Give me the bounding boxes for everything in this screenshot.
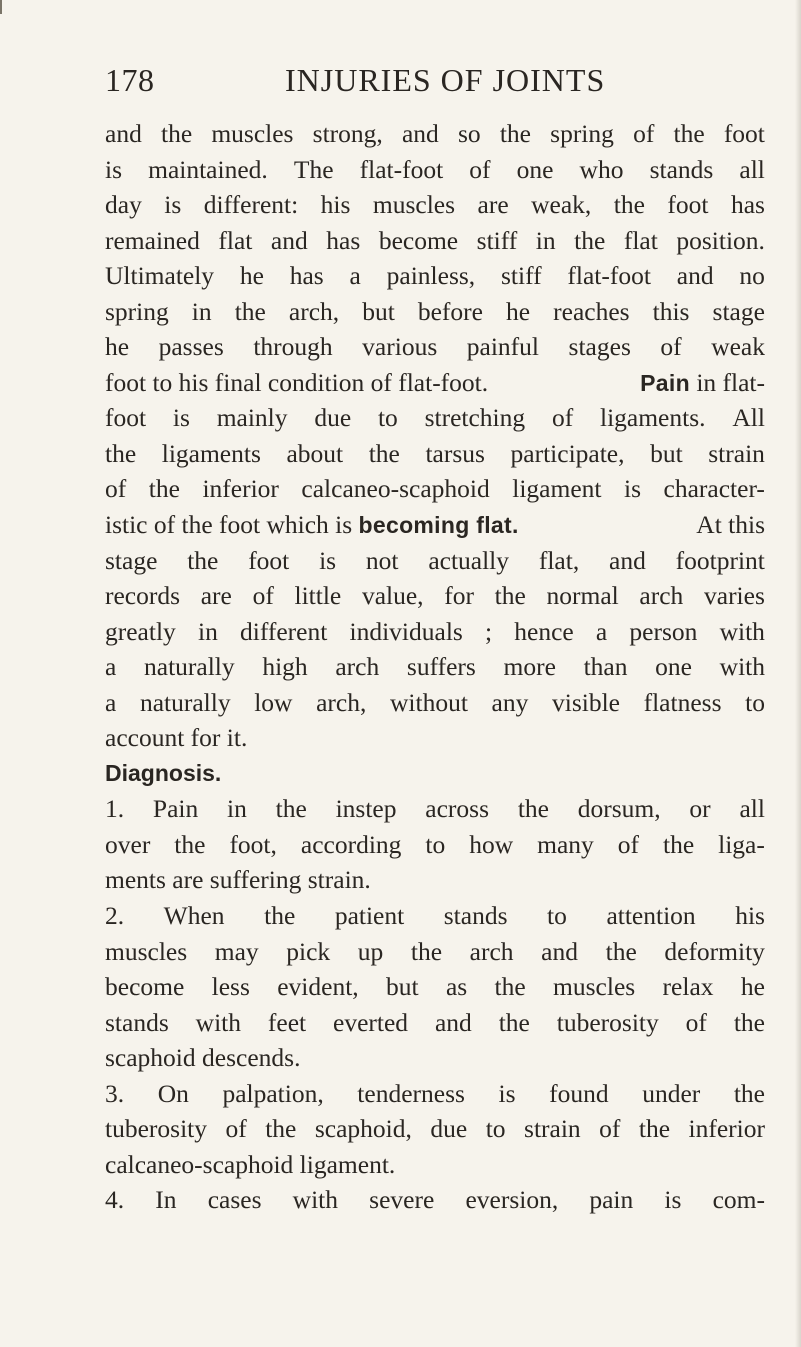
word: stiff (476, 225, 518, 255)
word: All (732, 403, 765, 433)
word: arch (639, 581, 684, 611)
word: tenderness (357, 1078, 465, 1108)
text-line (105, 507, 765, 543)
word: eversion, (465, 1185, 559, 1215)
word: arch (335, 652, 380, 682)
text-line (105, 862, 765, 898)
word: before (417, 296, 483, 326)
word: pain (589, 1185, 634, 1215)
word: muscles (211, 119, 294, 148)
word: flat (218, 225, 253, 255)
word: are (477, 190, 509, 220)
word: less (211, 972, 250, 1002)
word: the (673, 119, 705, 148)
word: without (389, 687, 468, 717)
word: various (362, 332, 438, 362)
word: stretching (424, 403, 526, 433)
word: the (494, 972, 526, 1002)
page-header (105, 62, 705, 102)
word: the (265, 1114, 297, 1144)
word: ligaments. (599, 403, 706, 433)
word: records (105, 581, 181, 611)
word: reaches (553, 296, 630, 326)
word: painless, (386, 261, 476, 291)
word: cases (207, 1185, 262, 1215)
word: in (191, 296, 212, 326)
text-line (105, 543, 765, 579)
word: he (105, 332, 130, 362)
word: patient (334, 901, 405, 931)
word: high (262, 652, 308, 682)
word: calcaneo-scaphoid (301, 474, 490, 504)
word: flat (623, 225, 658, 255)
word: naturally (139, 687, 231, 717)
word: remained (105, 225, 200, 255)
word: the (264, 901, 296, 931)
word: strain (524, 1114, 581, 1144)
word: instep (335, 794, 397, 824)
word: are (200, 581, 232, 611)
word: of (252, 581, 274, 611)
text-line (105, 116, 765, 152)
word: the (498, 1007, 530, 1037)
word: position. (676, 225, 765, 255)
word: foot (248, 545, 290, 575)
word: of (617, 829, 640, 859)
word: character- (663, 474, 765, 504)
word: ; (485, 616, 493, 646)
text-line (105, 720, 765, 756)
text-line (105, 400, 765, 436)
text-line (105, 614, 765, 650)
word: who (579, 154, 624, 184)
text-line (105, 969, 765, 1005)
word: he (239, 261, 264, 291)
word: hence (514, 616, 574, 646)
word: the (574, 225, 606, 255)
word: com- (712, 1185, 765, 1215)
word: the (613, 190, 645, 220)
word: deformity (664, 936, 765, 966)
word: in (197, 616, 218, 646)
word: his (320, 190, 351, 220)
text-line (105, 152, 765, 188)
word: Ultimately (105, 261, 215, 291)
word: has (289, 261, 324, 291)
word: inferior (688, 1114, 765, 1144)
text-line (105, 436, 765, 472)
line-text: istic of the foot which is (105, 510, 353, 540)
word: all (739, 794, 765, 824)
word: more (503, 652, 556, 682)
word: or (689, 794, 711, 824)
word: ligaments (161, 438, 261, 468)
word: low (254, 687, 293, 717)
word: with (195, 1007, 241, 1037)
word: and (541, 936, 578, 966)
word: value, (361, 581, 424, 611)
word: flat, (538, 545, 580, 575)
text-line (105, 1040, 765, 1076)
word: tarsus (425, 438, 485, 468)
heading-diagnosis: Diagnosis. (105, 759, 222, 786)
word: participate, (510, 438, 625, 468)
word: attention (606, 901, 696, 931)
word: of (660, 332, 682, 362)
word: many (537, 829, 594, 859)
word: scaphoid, (314, 1114, 412, 1144)
word: and (676, 261, 714, 291)
word: is (105, 154, 123, 184)
body-text (105, 116, 765, 1218)
word: spring (550, 119, 614, 148)
bold-becoming-flat: becoming flat. (358, 512, 519, 539)
word: person (629, 616, 698, 646)
word: foot (667, 190, 709, 220)
word: greatly (105, 616, 176, 646)
word: is (624, 474, 642, 504)
word: become (378, 225, 459, 255)
word: When (163, 901, 225, 931)
word: foot (723, 119, 765, 148)
word: stands (105, 1007, 169, 1037)
word: to (485, 1114, 506, 1144)
word: of (225, 1114, 247, 1144)
page-number: 178 (105, 62, 155, 98)
word: stage (712, 296, 765, 326)
word: for (444, 581, 474, 611)
word: but (386, 972, 419, 1002)
word: severe (369, 1185, 435, 1215)
page-corner-mark (0, 0, 10, 14)
word: little (294, 581, 342, 611)
word: foot, (229, 829, 277, 859)
text-line (105, 791, 765, 827)
word: painful (466, 332, 540, 362)
line-text: scaphoid descends. (105, 1043, 301, 1073)
line-text: account for it. (105, 723, 248, 753)
word: liga- (718, 829, 765, 859)
word: flat-foot (359, 154, 444, 184)
word: evident, (277, 972, 359, 1002)
word: he (740, 972, 765, 1002)
text-line (105, 1005, 765, 1041)
word: naturally (144, 652, 235, 682)
word: of (469, 154, 491, 184)
word: to (425, 829, 446, 859)
word: pick (286, 936, 331, 966)
pain-phrase (640, 365, 765, 401)
line-text: in flat- (696, 367, 765, 397)
word: all (739, 154, 765, 184)
bold-pain: Pain (640, 369, 690, 396)
word: to (745, 687, 765, 717)
word: passes (158, 332, 224, 362)
word: across (425, 794, 490, 824)
word: is (664, 1185, 682, 1215)
word: stands (649, 154, 714, 184)
text-line (105, 471, 765, 507)
word: muscles (372, 190, 456, 220)
word: On (157, 1078, 189, 1108)
word: the (494, 581, 526, 611)
section-heading (105, 756, 765, 792)
word: strong, (312, 119, 383, 148)
word: normal (546, 581, 619, 611)
text-line (105, 578, 765, 614)
word: a (105, 652, 117, 682)
word: to (547, 901, 567, 931)
text-line (105, 258, 765, 294)
word: visible (551, 687, 620, 717)
word: according (300, 829, 402, 859)
word: tuberosity (556, 1007, 659, 1037)
word: muscles (553, 972, 636, 1002)
word: flat-foot (567, 261, 651, 291)
text-line (105, 1076, 765, 1112)
word: in (535, 225, 556, 255)
text-line (105, 329, 765, 365)
word: the (161, 119, 193, 148)
word: his (735, 901, 765, 931)
word: no (739, 261, 765, 291)
word: dorsum, (577, 794, 661, 824)
word: so (457, 119, 481, 148)
becoming-phrase (105, 507, 519, 543)
word: but (650, 438, 683, 468)
text-line (105, 827, 765, 863)
page-edge-shadow (795, 0, 801, 1347)
line-text: ments are suffering strain. (105, 865, 371, 895)
line-text: calcaneo-scaphoid ligament. (105, 1149, 396, 1179)
text-line (105, 1147, 765, 1183)
word: of (685, 1007, 707, 1037)
word: the (105, 438, 137, 468)
word: he (506, 296, 531, 326)
word: has (326, 225, 361, 255)
word: and (609, 545, 646, 575)
word: up (357, 936, 384, 966)
word: is (319, 545, 337, 575)
text-line (105, 1111, 765, 1147)
word: how (469, 829, 514, 859)
word: of (551, 403, 574, 433)
word: strain (708, 438, 765, 468)
word: footprint (675, 545, 765, 575)
text-line (105, 223, 765, 259)
word: the (517, 794, 549, 824)
word: the (733, 1078, 765, 1108)
word: the (733, 1007, 765, 1037)
word: actually (428, 545, 510, 575)
word: weak (711, 332, 765, 362)
word: foot (105, 403, 147, 433)
word: the (663, 829, 695, 859)
word: the (148, 474, 180, 504)
line-text: At this (696, 510, 765, 540)
word: the (275, 794, 307, 824)
word: the (605, 936, 637, 966)
word: arch, (316, 687, 367, 717)
word: is (164, 190, 182, 220)
word: and (434, 1007, 472, 1037)
word: the (368, 438, 400, 468)
word: is (172, 403, 190, 433)
text-line (105, 187, 765, 223)
word: arch, (288, 296, 340, 326)
word: the (410, 936, 443, 966)
word: everted (333, 1007, 409, 1037)
word: stage (105, 545, 158, 575)
text-line (105, 294, 765, 330)
word: different (240, 616, 328, 646)
word: and (270, 225, 308, 255)
word: with (719, 652, 765, 682)
word: over (105, 829, 151, 859)
word: the (174, 829, 206, 859)
word: 2. (105, 901, 125, 931)
word: different: (203, 190, 299, 220)
word: as (445, 972, 468, 1002)
text-line (105, 685, 765, 721)
word: may (214, 936, 259, 966)
text-line (105, 934, 765, 970)
word: about (286, 438, 344, 468)
word: arch (469, 936, 514, 966)
word: and (401, 119, 439, 148)
word: the (499, 119, 531, 148)
word: has (730, 190, 765, 220)
word: flatness (643, 687, 722, 717)
word: Pain (152, 794, 199, 824)
word: in (227, 794, 247, 824)
word: with (292, 1185, 338, 1215)
word: any (491, 687, 529, 717)
text-line (105, 898, 765, 934)
word: due (314, 403, 352, 433)
word: of (105, 474, 127, 504)
word: stands (443, 901, 508, 931)
word: tuberosity (105, 1114, 207, 1144)
word: but (362, 296, 395, 326)
word: than (583, 652, 628, 682)
word: 3. (105, 1078, 125, 1108)
word: ligament (512, 474, 602, 504)
word: under (642, 1078, 701, 1108)
word: muscles (105, 936, 188, 966)
word: relax (662, 972, 714, 1002)
word: feet (267, 1007, 307, 1037)
word: 4. (105, 1185, 125, 1215)
word: is (498, 1078, 516, 1108)
word: the (638, 1114, 671, 1144)
word: one (655, 652, 692, 682)
line-text: foot to his final condition of flat-foot. (105, 367, 489, 397)
word: through (253, 332, 333, 362)
word: the (187, 545, 219, 575)
word: of (633, 119, 655, 148)
word: and (105, 119, 142, 148)
word: varies (704, 581, 765, 611)
word: stages (568, 332, 631, 362)
word: stiff (500, 261, 542, 291)
word: become (105, 972, 185, 1002)
word: a (595, 616, 608, 646)
word: with (719, 616, 765, 646)
word: palpation, (222, 1078, 324, 1108)
word: not (365, 545, 399, 575)
word: one (516, 154, 554, 184)
word: maintained. (148, 154, 268, 184)
word: this (652, 296, 690, 326)
word: to (377, 403, 398, 433)
text-line (105, 365, 765, 401)
word: inferior (202, 474, 279, 504)
word: individuals (349, 616, 463, 646)
word: a (105, 687, 117, 717)
word: of (599, 1114, 621, 1144)
word: due (430, 1114, 468, 1144)
word: mainly (216, 403, 288, 433)
running-head: INJURIES OF JOINTS (285, 62, 606, 98)
word: suffers (406, 652, 476, 682)
word: The (293, 154, 334, 184)
word: the (234, 296, 266, 326)
word: a (349, 261, 361, 291)
word: weak, (531, 190, 592, 220)
text-line (105, 1182, 765, 1218)
word: found (549, 1078, 609, 1108)
word: day (105, 190, 142, 220)
word: In (155, 1185, 177, 1215)
word: spring (105, 296, 169, 326)
text-line (105, 649, 765, 685)
word: 1. (105, 794, 125, 824)
